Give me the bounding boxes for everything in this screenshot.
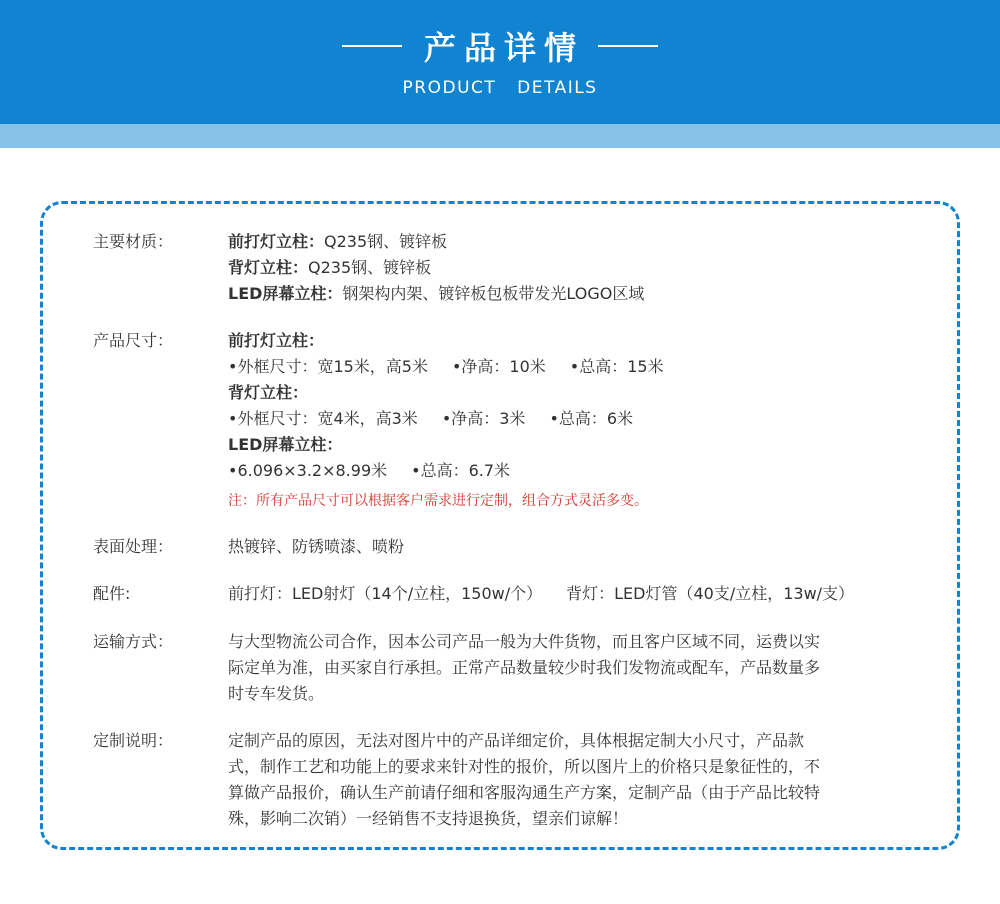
custom-line: 算做产品报价，确认生产前请仔细和客服沟通生产方案，定制产品（由于产品比较特 xyxy=(228,783,821,802)
custom-line: 式，制作工艺和功能上的要求来针对性的报价，所以图片上的价格只是象征性的，不 xyxy=(228,757,821,776)
custom-content xyxy=(228,728,913,832)
size-group-title: 背灯立柱： xyxy=(228,383,309,402)
title-row xyxy=(0,22,1000,70)
surface-content xyxy=(228,534,913,560)
material-line xyxy=(228,281,913,307)
material-row xyxy=(93,229,913,307)
size-spec: •总高：6.7米 xyxy=(411,461,511,480)
shipping-row xyxy=(93,629,913,707)
shipping-label: 运输方式： xyxy=(93,632,174,651)
custom-row xyxy=(93,728,913,832)
accessories-line xyxy=(228,581,913,607)
size-spec: •净高：3米 xyxy=(441,409,526,428)
title-line-left xyxy=(342,45,402,47)
size-spec: •外框尺寸：宽4米，高3米 xyxy=(228,409,418,428)
size-group-title: 前打灯立柱： xyxy=(228,331,325,350)
custom-line: 定制产品的原因，无法对图片中的产品详细定价，具体根据定制大小尺寸，产品款 xyxy=(228,731,805,750)
accessories-content xyxy=(228,581,913,607)
shipping-line: 时专车发货。 xyxy=(228,684,325,703)
size-spec: •6.096×3.2×8.99米 xyxy=(228,461,388,480)
material-line xyxy=(228,229,913,255)
size-spec: •总高：15米 xyxy=(569,357,664,376)
page-subtitle: PRODUCT DETAILS xyxy=(402,78,598,98)
size-spec: •外框尺寸：宽15米，高5米 xyxy=(228,357,428,376)
custom-label: 定制说明： xyxy=(93,731,174,750)
size-specs xyxy=(228,354,913,380)
size-note: 注：所有产品尺寸可以根据客户需求进行定制，组合方式灵活多变。 xyxy=(228,493,648,509)
size-specs xyxy=(228,458,913,484)
material-value: 钢架构内架、镀锌板包板带发光LOGO区域 xyxy=(342,284,645,303)
accessory-item: 前打灯：LED射灯（14个/立柱，150w/个） xyxy=(228,584,543,603)
shipping-line: 际定单为准，由买家自行承担。正常产品数量较少时我们发物流或配车，产品数量多 xyxy=(228,658,821,677)
shipping-content xyxy=(228,629,913,707)
material-content xyxy=(228,229,913,307)
material-key: 背灯立柱： xyxy=(228,258,309,277)
accessories-label: 配件: xyxy=(93,584,131,603)
page-title: 产品详情 xyxy=(423,29,584,67)
surface-label: 表面处理： xyxy=(93,537,174,556)
material-key: 前打灯立柱： xyxy=(228,232,325,251)
size-label: 产品尺寸： xyxy=(93,331,174,350)
accessories-row xyxy=(93,581,913,607)
material-line xyxy=(228,255,913,281)
title-line-right xyxy=(598,45,658,47)
size-group-title: LED屏幕立柱： xyxy=(228,435,343,454)
size-row xyxy=(93,328,913,514)
material-label: 主要材质： xyxy=(93,232,174,251)
size-specs xyxy=(228,406,913,432)
custom-line: 殊，影响二次销）一经销售不支持退换货，望亲们谅解！ xyxy=(228,809,629,828)
material-value: Q235钢、镀锌板 xyxy=(308,258,432,277)
surface-row xyxy=(93,534,913,560)
material-key: LED屏幕立柱： xyxy=(228,284,343,303)
header-strip xyxy=(0,124,1000,148)
size-spec: •总高：6米 xyxy=(549,409,634,428)
shipping-line: 与大型物流公司合作，因本公司产品一般为大件货物，而且客户区域不同，运费以实 xyxy=(228,632,821,651)
size-content xyxy=(228,328,913,514)
surface-value: 热镀锌、防锈喷漆、喷粉 xyxy=(228,537,405,556)
material-value: Q235钢、镀锌板 xyxy=(324,232,448,251)
accessory-item: 背灯：LED灯管（40支/立柱，13w/支） xyxy=(566,584,855,603)
size-spec: •净高：10米 xyxy=(451,357,546,376)
